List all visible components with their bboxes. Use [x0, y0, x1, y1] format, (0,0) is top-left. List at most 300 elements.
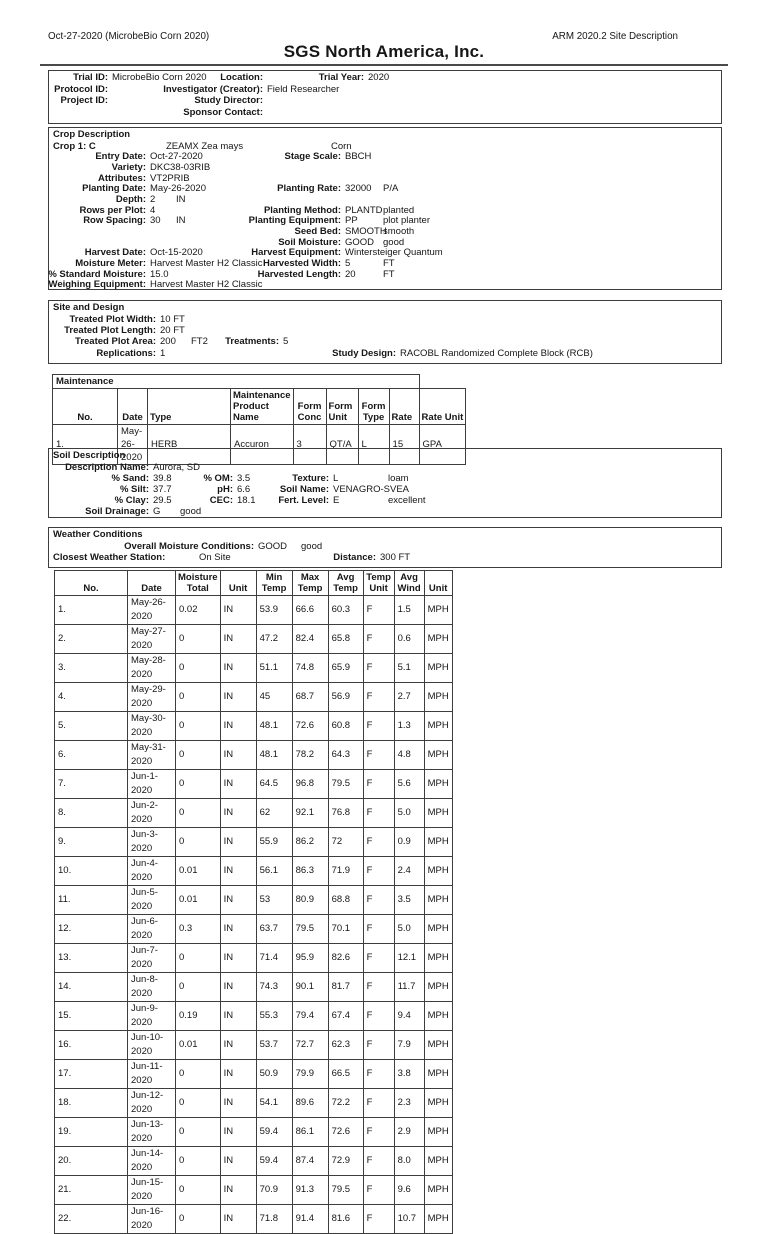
trial-info-row [53, 85, 721, 97]
field-label: % Standard Moisture: [48, 268, 146, 280]
cell-moisture-total: 0 [176, 1089, 221, 1118]
cell-min-temp: 53.9 [256, 596, 292, 625]
cell-date: May-30-2020 [128, 712, 176, 741]
cell-min-temp: 48.1 [256, 741, 292, 770]
cell-product: Accuron [231, 425, 294, 465]
field-label: % OM: [203, 472, 233, 484]
field-label: Attributes: [97, 172, 146, 184]
cell-avg-wind: 9.4 [394, 1002, 424, 1031]
cell-moisture-unit: IN [220, 944, 256, 973]
column-header: Avg Temp [328, 571, 363, 596]
field-value: 5 [283, 336, 289, 348]
cell-min-temp: 59.4 [256, 1118, 292, 1147]
cell-avg-temp: 60.8 [328, 712, 363, 741]
column-header: No. [55, 571, 128, 596]
field-unit: FT2 [191, 336, 208, 348]
crop-number-label: Crop 1: C [53, 140, 96, 152]
crop-field-row [48, 279, 721, 291]
column-header: Form Type [358, 389, 389, 425]
field-value: PLANTD [345, 204, 383, 216]
field-value: 39.8 [153, 472, 172, 484]
field-label: pH: [217, 483, 233, 495]
section-title-site: Site and Design [53, 302, 125, 313]
field-label: CEC: [209, 495, 233, 507]
cell-moisture-total: 0 [176, 1147, 221, 1176]
cell-min-temp: 50.9 [256, 1060, 292, 1089]
cell-max-temp: 86.3 [292, 857, 328, 886]
cell-max-temp: 82.4 [292, 625, 328, 654]
trial-info-row [53, 108, 721, 120]
cell-avg-wind: 8.0 [394, 1147, 424, 1176]
cell-temp-unit: F [363, 944, 394, 973]
cell-avg-wind: 0.6 [394, 625, 424, 654]
field-label: Project ID: [60, 95, 108, 107]
weather-row [55, 828, 453, 857]
weather-row [55, 712, 453, 741]
column-header: Temp Unit [363, 571, 394, 596]
section-title-crop: Crop Description [53, 129, 131, 140]
cell-moisture-unit: IN [220, 741, 256, 770]
cell-avg-temp: 81.6 [328, 1205, 363, 1234]
cell-min-temp: 45 [256, 683, 292, 712]
column-header: Unit [220, 571, 256, 596]
cell-moisture-total: 0 [176, 770, 221, 799]
cell-avg-temp: 71.9 [328, 857, 363, 886]
field-label: Soil Drainage: [85, 506, 149, 518]
cell-avg-wind: 3.5 [394, 886, 424, 915]
cell-wind-unit: MPH [424, 683, 452, 712]
cell-moisture-unit: IN [220, 1176, 256, 1205]
cell-moisture-unit: IN [220, 857, 256, 886]
cell-max-temp: 79.9 [292, 1060, 328, 1089]
field-label: Overall Moisture Conditions: [124, 540, 254, 552]
field-value: 20 FT [160, 324, 185, 336]
weather-row [55, 944, 453, 973]
cell-max-temp: 91.4 [292, 1205, 328, 1234]
cell-moisture-total: 0.01 [176, 1031, 221, 1060]
cell-temp-unit: F [363, 1002, 394, 1031]
cell-avg-temp: 66.5 [328, 1060, 363, 1089]
cell-type: HERB [148, 425, 231, 465]
field-label: Rows per Plot: [79, 204, 146, 216]
field-value: 18.1 [237, 495, 256, 507]
cell-moisture-total: 0 [176, 828, 221, 857]
field-value: 5 [345, 258, 351, 270]
field-value: Oct-27-2020 [150, 151, 203, 163]
field-label: Weighing Equipment: [48, 279, 146, 291]
cell-no: 11. [55, 886, 128, 915]
cell-moisture-unit: IN [220, 1031, 256, 1060]
cell-date: Jun-14-2020 [128, 1147, 176, 1176]
cell-avg-wind: 11.7 [394, 973, 424, 1002]
weather-row [55, 1176, 453, 1205]
field-label: Depth: [115, 193, 146, 205]
cell-wind-unit: MPH [424, 857, 452, 886]
cell-min-temp: 64.5 [256, 770, 292, 799]
field-label: Trial Year: [318, 72, 364, 83]
field-value: Aurora, SD [153, 461, 200, 473]
cell-moisture-total: 0 [176, 741, 221, 770]
field-label: Planting Rate: [277, 183, 341, 195]
weather-row [55, 973, 453, 1002]
field-unit: IN [176, 215, 186, 227]
cell-moisture-total: 0 [176, 683, 221, 712]
site-field-row [53, 337, 721, 348]
cell-avg-wind: 2.9 [394, 1118, 424, 1147]
cell-avg-temp: 64.3 [328, 741, 363, 770]
cell-date: Jun-2-2020 [128, 799, 176, 828]
field-label: Moisture Meter: [75, 258, 146, 270]
cell-max-temp: 72.7 [292, 1031, 328, 1060]
weather-body [55, 596, 453, 1234]
field-value: 4 [150, 204, 156, 216]
crop-common-name: Corn [331, 140, 352, 152]
cell-wind-unit: MPH [424, 1031, 452, 1060]
weather-table [54, 570, 453, 1234]
cell-no: 18. [55, 1089, 128, 1118]
weather-row [55, 1118, 453, 1147]
cell-temp-unit: F [363, 828, 394, 857]
cell-no: 17. [55, 1060, 128, 1089]
cell-min-temp: 56.1 [256, 857, 292, 886]
field-label: Harvest Equipment: [251, 247, 341, 259]
cell-no: 15. [55, 1002, 128, 1031]
cell-max-temp: 86.2 [292, 828, 328, 857]
weather-row [55, 1089, 453, 1118]
field-value: 2 [150, 193, 156, 205]
cell-moisture-total: 0.3 [176, 915, 221, 944]
weather-row [55, 799, 453, 828]
cell-date: May-29-2020 [128, 683, 176, 712]
cell-moisture-unit: IN [220, 1147, 256, 1176]
field-label: % Silt: [119, 483, 149, 495]
cell-no: 9. [55, 828, 128, 857]
cell-wind-unit: MPH [424, 799, 452, 828]
cell-max-temp: 89.6 [292, 1089, 328, 1118]
field-description: loam [388, 472, 409, 484]
column-header: Moisture Total [176, 571, 221, 596]
cell-moisture-total: 0 [176, 654, 221, 683]
cell-max-temp: 68.7 [292, 683, 328, 712]
field-value: 200 [160, 336, 176, 348]
crop-rows [48, 151, 721, 291]
crop-latin-name: ZEAMX Zea mays [166, 140, 244, 152]
cell-temp-unit: F [363, 886, 394, 915]
field-description: smooth [383, 226, 415, 237]
cell-moisture-unit: IN [220, 1002, 256, 1031]
cell-date: Jun-15-2020 [128, 1176, 176, 1205]
cell-avg-wind: 1.5 [394, 596, 424, 625]
cell-moisture-total: 0 [176, 712, 221, 741]
cell-no: 6. [55, 741, 128, 770]
cell-date: Jun-11-2020 [128, 1060, 176, 1089]
cell-min-temp: 59.4 [256, 1147, 292, 1176]
cell-form-type: L [358, 425, 389, 465]
field-value: RACOBL Randomized Complete Block (RCB) [400, 347, 593, 359]
cell-wind-unit: MPH [424, 741, 452, 770]
field-label: Trial ID: [73, 72, 108, 83]
cell-moisture-unit: IN [220, 828, 256, 857]
field-value: E [333, 495, 340, 507]
page-header [48, 31, 678, 42]
field-value: May-26-2020 [150, 183, 206, 195]
cell-moisture-unit: IN [220, 1118, 256, 1147]
cell-date: Jun-16-2020 [128, 1205, 176, 1234]
cell-wind-unit: MPH [424, 712, 452, 741]
cell-moisture-unit: IN [220, 973, 256, 1002]
cell-avg-temp: 56.9 [328, 683, 363, 712]
field-description: good [383, 236, 405, 248]
cell-avg-wind: 0.9 [394, 828, 424, 857]
field-label: Planting Date: [82, 183, 146, 195]
cell-avg-temp: 70.1 [328, 915, 363, 944]
weather-row [55, 1031, 453, 1060]
field-value: Harvest Master H2 Classic [150, 279, 263, 291]
cell-avg-temp: 67.4 [328, 1002, 363, 1031]
cell-wind-unit: MPH [424, 1205, 452, 1234]
cell-wind-unit: MPH [424, 770, 452, 799]
cell-max-temp: 80.9 [292, 886, 328, 915]
cell-max-temp: 74.8 [292, 654, 328, 683]
cell-moisture-unit: IN [220, 915, 256, 944]
report-date-trial: Oct-27-2020 (MicrobeBio Corn 2020) [48, 31, 210, 42]
cell-temp-unit: F [363, 654, 394, 683]
cell-temp-unit: F [363, 625, 394, 654]
cell-moisture-unit: IN [220, 654, 256, 683]
weather-row [55, 1002, 453, 1031]
cell-no: 16. [55, 1031, 128, 1060]
field-value: Field Researcher [267, 83, 340, 95]
soil-field-row [53, 463, 721, 474]
cell-wind-unit: MPH [424, 1147, 452, 1176]
field-label: Treated Plot Area: [75, 336, 156, 348]
section-title-soil: Soil Description [53, 450, 126, 461]
weather-row [55, 915, 453, 944]
cell-temp-unit: F [363, 1205, 394, 1234]
cell-temp-unit: F [363, 1031, 394, 1060]
cell-max-temp: 79.5 [292, 915, 328, 944]
column-header: Date [128, 571, 176, 596]
weather-station-row [53, 553, 721, 564]
field-label: Harvested Width: [262, 258, 341, 270]
field-label: Variety: [111, 161, 146, 173]
maintenance-header-row [53, 389, 466, 425]
cell-max-temp: 78.2 [292, 741, 328, 770]
field-label: % Sand: [111, 472, 149, 484]
cell-max-temp: 95.9 [292, 944, 328, 973]
cell-avg-wind: 10.7 [394, 1205, 424, 1234]
cell-no: 12. [55, 915, 128, 944]
weather-conditions-box [48, 527, 722, 568]
cell-avg-wind: 2.4 [394, 857, 424, 886]
cell-wind-unit: MPH [424, 1060, 452, 1089]
field-value: L [333, 472, 339, 484]
cell-temp-unit: F [363, 799, 394, 828]
cell-moisture-unit: IN [220, 770, 256, 799]
weather-row [55, 886, 453, 915]
cell-max-temp: 92.1 [292, 799, 328, 828]
cell-moisture-total: 0.01 [176, 886, 221, 915]
field-value: Oct-15-2020 [150, 247, 203, 259]
field-value: 1 [160, 347, 166, 359]
field-description: good [180, 506, 202, 518]
cell-form-conc: 3 [293, 425, 326, 465]
cell-wind-unit: MPH [424, 828, 452, 857]
column-header: Max Temp [292, 571, 328, 596]
cell-wind-unit: MPH [424, 596, 452, 625]
cell-rate-unit: GPA [419, 425, 466, 465]
cell-max-temp: 91.3 [292, 1176, 328, 1205]
crop-description-box [48, 127, 722, 290]
cell-moisture-total: 0 [176, 799, 221, 828]
cell-min-temp: 70.9 [256, 1176, 292, 1205]
cell-wind-unit: MPH [424, 1118, 452, 1147]
cell-avg-temp: 62.3 [328, 1031, 363, 1060]
field-value: 3.5 [237, 472, 251, 484]
field-label: Closest Weather Station: [53, 551, 166, 563]
field-label: Protocol ID: [54, 83, 108, 95]
cell-moisture-unit: IN [220, 712, 256, 741]
field-label: Replications: [96, 347, 156, 359]
cell-no: 3. [55, 654, 128, 683]
field-label: Treated Plot Width: [69, 313, 156, 325]
cell-min-temp: 54.1 [256, 1089, 292, 1118]
cell-moisture-total: 0 [176, 944, 221, 973]
cell-wind-unit: MPH [424, 973, 452, 1002]
field-description: P/A [383, 183, 399, 195]
cell-wind-unit: MPH [424, 654, 452, 683]
field-value: 10 FT [160, 313, 185, 325]
cell-avg-wind: 5.0 [394, 799, 424, 828]
cell-avg-temp: 65.8 [328, 625, 363, 654]
cell-temp-unit: F [363, 1089, 394, 1118]
cell-no: 19. [55, 1118, 128, 1147]
cell-date: May-27-2020 [128, 625, 176, 654]
cell-date: May-28-2020 [128, 654, 176, 683]
cell-no: 2. [55, 625, 128, 654]
weather-row [55, 596, 453, 625]
cell-date: Jun-8-2020 [128, 973, 176, 1002]
cell-avg-wind: 2.7 [394, 683, 424, 712]
field-label: Entry Date: [95, 151, 146, 163]
cell-date: Jun-7-2020 [128, 944, 176, 973]
cell-date: May-31-2020 [128, 741, 176, 770]
field-description: FT [383, 258, 395, 270]
weather-row [55, 857, 453, 886]
column-header: No. [53, 389, 118, 425]
column-header: Type [148, 389, 231, 425]
cell-temp-unit: F [363, 915, 394, 944]
field-value: On Site [199, 551, 231, 563]
cell-moisture-unit: IN [220, 1205, 256, 1234]
field-value: 6.6 [237, 483, 251, 495]
cell-moisture-unit: IN [220, 799, 256, 828]
cell-temp-unit: F [363, 857, 394, 886]
cell-min-temp: 48.1 [256, 712, 292, 741]
field-description: excellent [388, 495, 426, 507]
section-title-maintenance: Maintenance [52, 374, 420, 389]
weather-row [55, 741, 453, 770]
cell-avg-wind: 1.3 [394, 712, 424, 741]
cell-moisture-unit: IN [220, 1089, 256, 1118]
field-label: Distance: [333, 551, 376, 563]
report-type: ARM 2020.2 Site Description [552, 31, 678, 42]
cell-moisture-total: 0.01 [176, 857, 221, 886]
field-label: Row Spacing: [83, 215, 146, 227]
field-label: Study Director: [194, 95, 263, 107]
column-header: Form Conc [293, 389, 326, 425]
field-value: 15.0 [150, 268, 169, 280]
cell-avg-temp: 72 [328, 828, 363, 857]
cell-moisture-unit: IN [220, 625, 256, 654]
cell-max-temp: 87.4 [292, 1147, 328, 1176]
column-header: Date [118, 389, 148, 425]
cell-avg-temp: 65.9 [328, 654, 363, 683]
cell-avg-temp: 72.9 [328, 1147, 363, 1176]
trial-info-row [53, 96, 721, 108]
field-label: Seed Bed: [294, 226, 341, 237]
cell-max-temp: 79.4 [292, 1002, 328, 1031]
cell-temp-unit: F [363, 1060, 394, 1089]
cell-form-unit: QT/A [326, 425, 358, 465]
field-label: Investigator (Creator): [163, 83, 263, 95]
crop-field-row [53, 163, 721, 174]
cell-date: Jun-12-2020 [128, 1089, 176, 1118]
soil-field-row [53, 507, 721, 518]
field-label: Study Design: [332, 347, 396, 359]
cell-no: 10. [55, 857, 128, 886]
cell-avg-temp: 79.5 [328, 770, 363, 799]
cell-max-temp: 66.6 [292, 596, 328, 625]
weather-row [55, 683, 453, 712]
column-header: Maintenance Product Name [231, 389, 294, 425]
cell-min-temp: 62 [256, 799, 292, 828]
cell-max-temp: 86.1 [292, 1118, 328, 1147]
cell-wind-unit: MPH [424, 1002, 452, 1031]
cell-moisture-total: 0 [176, 1205, 221, 1234]
field-value: GOOD [258, 540, 288, 552]
field-description: good [301, 540, 323, 552]
site-field-row [53, 349, 721, 360]
field-value: G [153, 506, 161, 518]
cell-temp-unit: F [363, 712, 394, 741]
cell-no: 1. [53, 425, 118, 465]
field-label: Treatments: [225, 336, 279, 348]
field-value: 2020 [368, 72, 390, 83]
cell-temp-unit: F [363, 973, 394, 1002]
cell-date: Jun-9-2020 [128, 1002, 176, 1031]
cell-temp-unit: F [363, 770, 394, 799]
field-value: DKC38-03RIB [150, 161, 211, 173]
field-value: GOOD [345, 236, 375, 248]
field-label: Soil Name: [279, 483, 329, 495]
column-header: Form Unit [326, 389, 358, 425]
cell-min-temp: 63.7 [256, 915, 292, 944]
weather-row [55, 770, 453, 799]
cell-date: Jun-10-2020 [128, 1031, 176, 1060]
cell-max-temp: 90.1 [292, 973, 328, 1002]
cell-no: 8. [55, 799, 128, 828]
field-label: Planting Equipment: [248, 215, 341, 227]
cell-avg-wind: 12.1 [394, 944, 424, 973]
cell-min-temp: 74.3 [256, 973, 292, 1002]
field-value: VT2PRIB [150, 172, 190, 184]
cell-avg-temp: 72.2 [328, 1089, 363, 1118]
cell-rate: 15 [389, 425, 419, 465]
field-label: Texture: [292, 472, 329, 484]
cell-date: Jun-13-2020 [128, 1118, 176, 1147]
weather-row [55, 1205, 453, 1234]
